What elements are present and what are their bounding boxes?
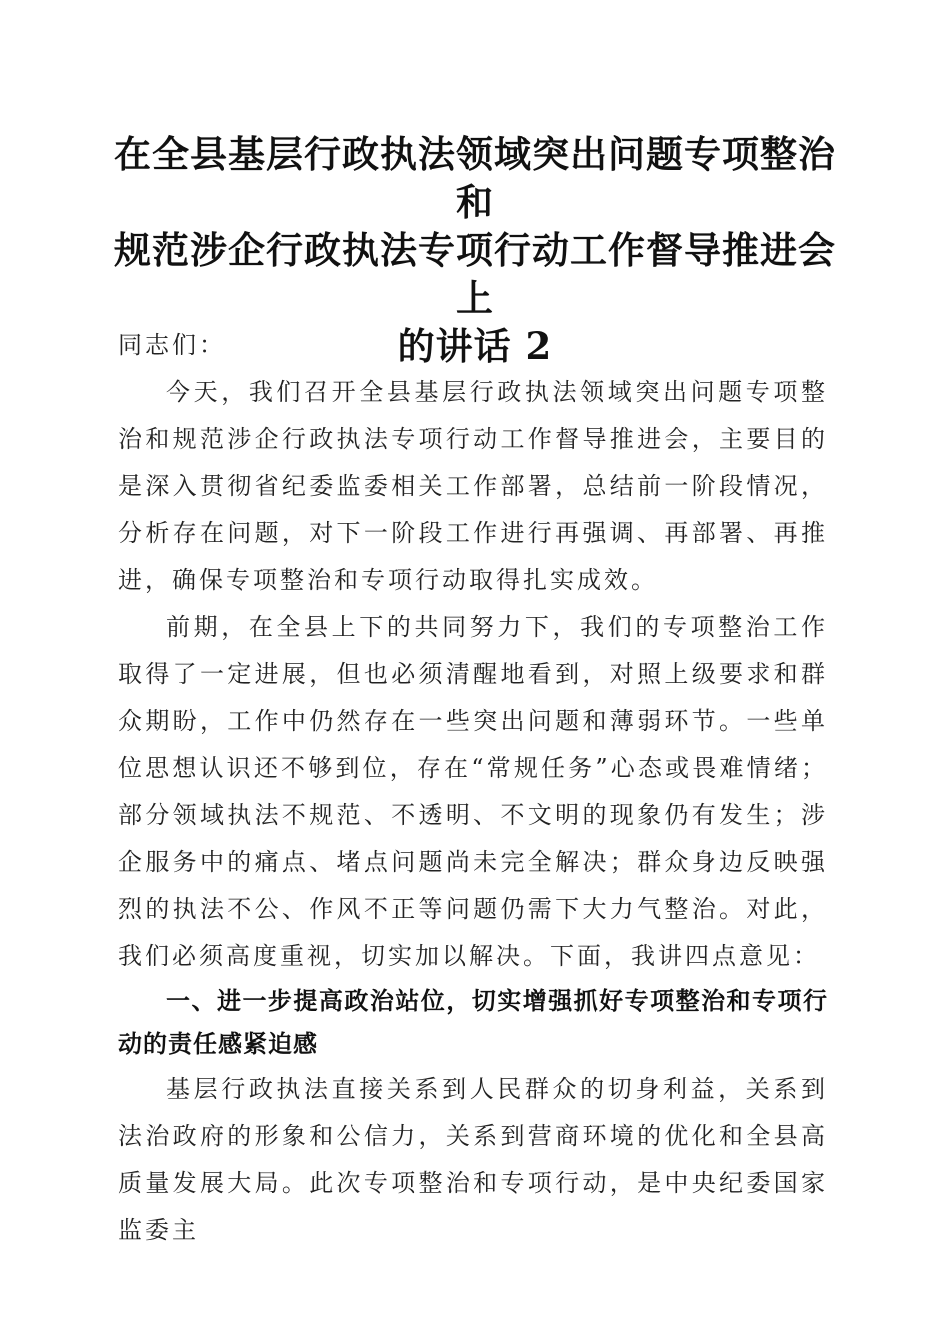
title-line-1: 在全县基层行政执法领域突出问题专项整治和 [114, 132, 836, 224]
paragraph-section-1: 基层行政执法直接关系到人民群众的切身利益，关系到法治政府的形象和公信力，关系到营商环境的优化和全县高质量发展大局。此次专项整治和专项行动，是中央纪委国家监委主 [118, 1075, 828, 1244]
paragraph-opening: 今天，我们召开全县基层行政执法领域突出问题专项整治和规范涉企行政执法专项行动工作督导推进会，主要目的是深入贯彻省纪委监委相关工作部署，总结前一阶段情况，分析存在问题，对下一阶段工作进行再强调、再部署、再推进，确保专项整治和专项行动取得扎实成效。 [118, 378, 828, 594]
paragraph-progress: 前期，在全县上下的共同努力下，我们的专项整治工作取得了一定进展，但也必须清醒地看到，对照上级要求和群众期盼，工作中仍然存在一些突出问题和薄弱环节。一些单位思想认识还不够到位，存在“常规任务”心态或畏难情绪；部分领域执法不规范、不透明、不文明的现象仍有发生；涉企服务中的痛点、堵点问题尚未完全解决；群众身边反映强烈的执法不公、作风不正等问题仍需下大力气整治。对此，我们必须高度重视，切实加以解决。下面，我讲四点意见： [118, 613, 828, 970]
title-line-3: 的讲话 2 [397, 324, 553, 368]
title-line-2: 规范涉企行政执法专项行动工作督导推进会上 [114, 228, 836, 320]
document-body [118, 322, 828, 1254]
salutation: 同志们： [118, 331, 226, 359]
section-heading-1: 一、进一步提高政治站位，切实增强抓好专项整治和专项行动的责任感紧迫感 [118, 987, 828, 1058]
